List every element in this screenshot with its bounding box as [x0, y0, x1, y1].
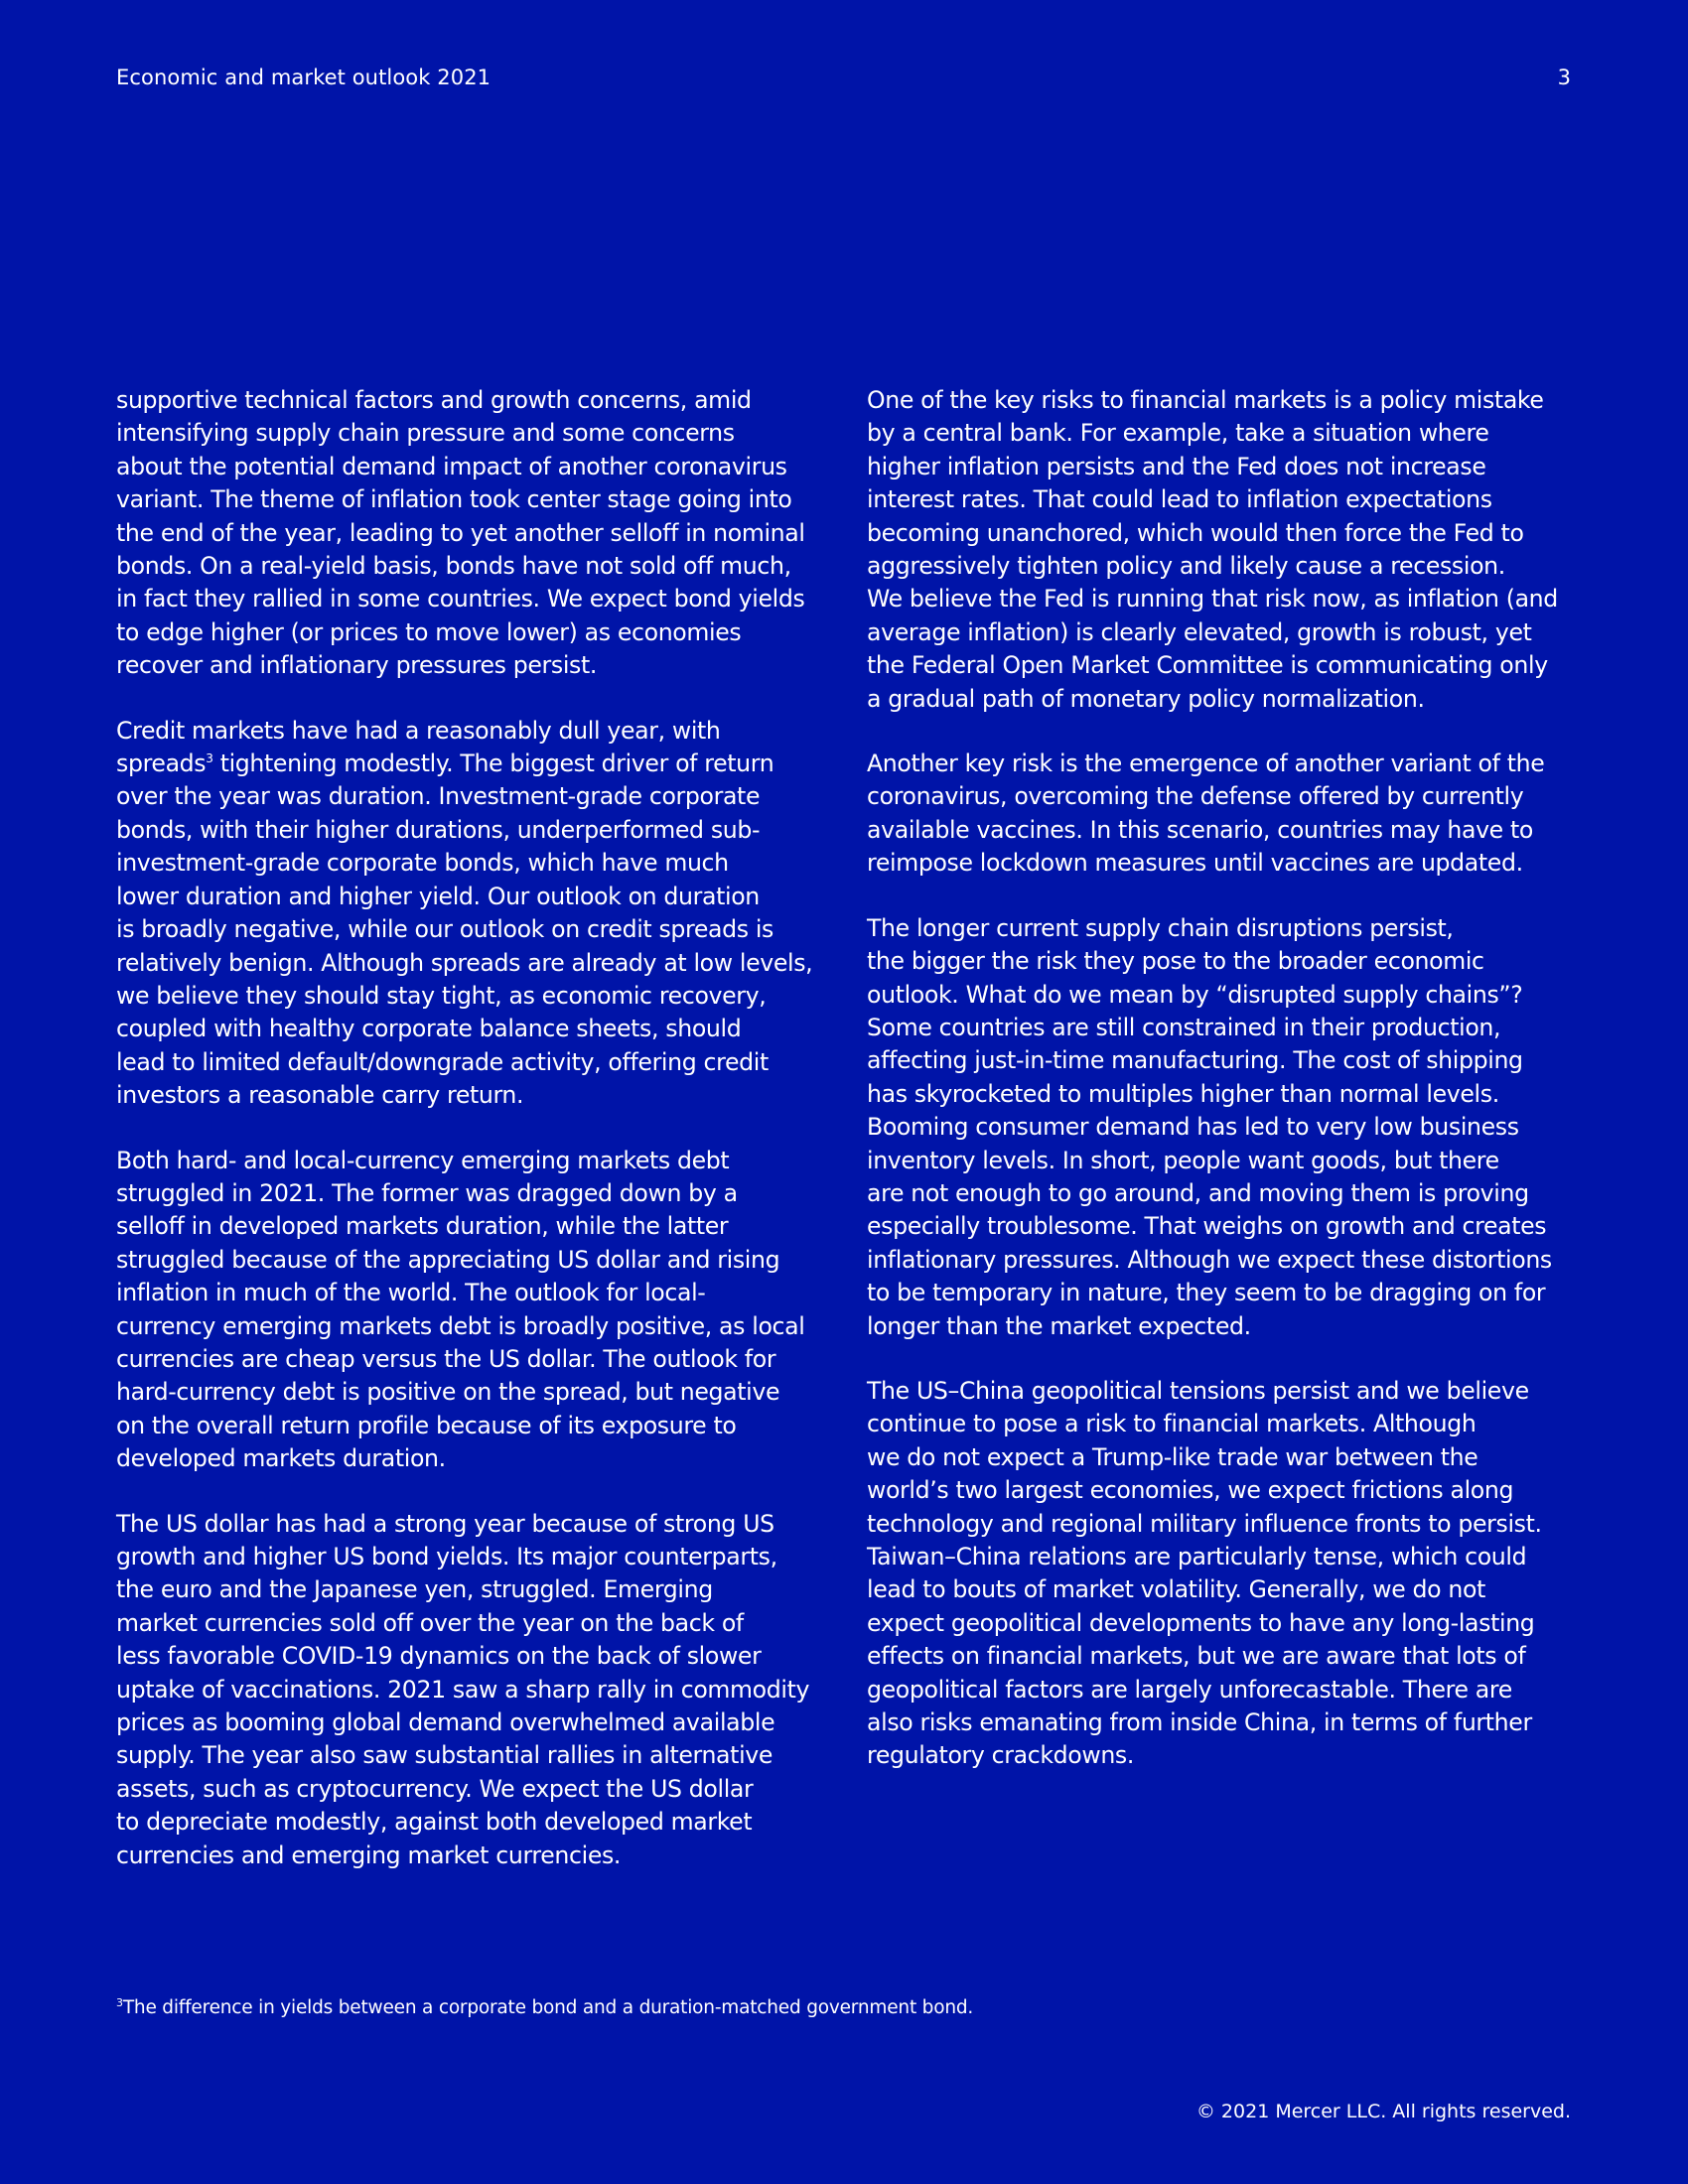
text-line: is broadly negative, while our outlook on credit spreads is	[116, 915, 774, 944]
right-column	[867, 384, 1582, 1805]
text-line: The US–China geopolitical tensions persist and we believe	[867, 1376, 1529, 1405]
text-line: currency emerging markets debt is broadly positive, as local	[116, 1311, 805, 1340]
text-line: currencies are cheap versus the US dollar. The outlook for	[116, 1344, 776, 1373]
text-line: regulatory crackdowns.	[867, 1741, 1135, 1770]
text-line: becoming unanchored, which would then force the Fed to	[867, 518, 1524, 547]
text-line: effects on financial markets, but we are aware that lots of	[867, 1642, 1526, 1671]
text-line: bonds, with their higher durations, underperformed sub-	[116, 815, 761, 844]
copyright-notice: © 2021 Mercer LLC. All rights reserved.	[1196, 2101, 1571, 2122]
text-line: outlook. What do we mean by “disrupted supply chains”?	[867, 980, 1523, 1009]
text-line-with-footnote	[116, 748, 833, 780]
text-line: in fact they rallied in some countries. We expect bond yields	[116, 585, 805, 614]
text-line: to be temporary in nature, they seem to be dragging on for	[867, 1279, 1546, 1307]
paragraph-us-dollar	[116, 1508, 833, 1872]
paragraph-policy-mistake	[867, 384, 1582, 716]
text-line: selloff in developed markets duration, while the latter	[116, 1212, 729, 1241]
footnote	[116, 1997, 973, 2018]
line-rest: tightening modestly. The biggest driver of return	[212, 750, 774, 778]
paragraph-bond-yields	[116, 384, 833, 683]
text-line: The longer current supply chain disruptions persist,	[867, 913, 1454, 942]
text-line: the end of the year, leading to yet another selloff in nominal	[116, 518, 805, 547]
text-line: coronavirus, overcoming the defense offered by currently	[867, 782, 1524, 811]
text-line: uptake of vaccinations. 2021 saw a sharp rally in commodity	[116, 1675, 810, 1704]
text-line: aggressively tighten policy and likely cause a recession.	[867, 552, 1505, 581]
text-line: lead to limited default/downgrade activity, offering credit	[116, 1047, 769, 1076]
text-line: supportive technical factors and growth concerns, amid	[116, 386, 752, 414]
text-line: inflation in much of the world. The outlook for local-	[116, 1279, 706, 1307]
text-line: Some countries are still constrained in their production,	[867, 1013, 1501, 1041]
text-line: We believe the Fed is running that risk now, as inflation (and	[867, 585, 1558, 614]
text-line: market currencies sold off over the year on the back of	[116, 1608, 744, 1637]
text-line: coupled with healthy corporate balance sheets, should	[116, 1015, 742, 1043]
text-line: average inflation) is clearly elevated, growth is robust, yet	[867, 617, 1532, 646]
text-line: Another key risk is the emergence of another variant of the	[867, 750, 1545, 778]
paragraph-credit-markets	[116, 715, 833, 1113]
text-line: inventory levels. In short, people want goods, but there	[867, 1146, 1499, 1174]
text-line: the euro and the Japanese yen, struggled. Emerging	[116, 1575, 713, 1604]
text-line: expect geopolitical developments to have any long-lasting	[867, 1608, 1535, 1637]
text-line: geopolitical factors are largely unforecastable. There are	[867, 1675, 1512, 1704]
text-line: supply. The year also saw substantial rallies in alternative	[116, 1741, 774, 1770]
text-line: relatively benign. Although spreads are already at low levels,	[116, 948, 813, 977]
left-column	[116, 384, 833, 1904]
text-line: affecting just-in-time manufacturing. The cost of shipping	[867, 1046, 1523, 1075]
text-line: also risks emanating from inside China, in terms of further	[867, 1708, 1532, 1737]
text-line: continue to pose a risk to financial markets. Although	[867, 1410, 1477, 1438]
footnote-text: The difference in yields between a corporate bond and a duration-matched government bond.	[122, 1997, 974, 2018]
text-line: bonds. On a real-yield basis, bonds have not sold off much,	[116, 552, 791, 581]
text-line: higher inflation persists and the Fed does not increase	[867, 452, 1486, 480]
text-line: especially troublesome. That weighs on growth and creates	[867, 1212, 1547, 1241]
text-line: struggled because of the appreciating US dollar and rising	[116, 1245, 780, 1274]
text-line: developed markets duration.	[116, 1444, 446, 1473]
text-line: we do not expect a Trump-like trade war between the	[867, 1442, 1478, 1471]
text-line: One of the key risks to financial markets is a policy mistake	[867, 386, 1544, 414]
text-line: The US dollar has had a strong year because of strong US	[116, 1509, 774, 1538]
text-line: by a central bank. For example, take a situation where	[867, 419, 1489, 448]
text-line: investment-grade corporate bonds, which have much	[116, 849, 729, 878]
text-line: the Federal Open Market Committee is communicating only	[867, 651, 1548, 680]
text-line: currencies and emerging market currencies.	[116, 1841, 622, 1869]
text-line: less favorable COVID-19 dynamics on the back of slower	[116, 1642, 762, 1671]
text-line: over the year was duration. Investment-grade corporate	[116, 782, 761, 811]
text-line: intensifying supply chain pressure and some concerns	[116, 419, 735, 448]
text-line: Both hard- and local-currency emerging markets debt	[116, 1146, 730, 1174]
text-line: hard-currency debt is positive on the spread, but negative	[116, 1378, 780, 1407]
text-line: Credit markets have had a reasonably dull year, with	[116, 716, 721, 745]
paragraph-supply-chain	[867, 912, 1582, 1343]
spreads-word: spreads	[116, 750, 207, 778]
text-line: technology and regional military influence fronts to persist.	[867, 1509, 1542, 1538]
text-line: are not enough to go around, and moving them is proving	[867, 1178, 1529, 1207]
text-line: recover and inflationary pressures persist.	[116, 651, 598, 680]
text-line: Taiwan–China relations are particularly tense, which could	[867, 1543, 1527, 1570]
text-line: available vaccines. In this scenario, countries may have to	[867, 815, 1533, 844]
text-line: struggled in 2021. The former was dragged down by a	[116, 1178, 738, 1207]
text-line: the bigger the risk they pose to the broader economic	[867, 947, 1484, 976]
text-line: growth and higher US bond yields. Its major counterparts,	[116, 1543, 777, 1570]
text-line: longer than the market expected.	[867, 1311, 1251, 1340]
text-line: assets, such as cryptocurrency. We expect the US dollar	[116, 1774, 754, 1803]
footnote-reference[interactable]: 3	[206, 751, 213, 766]
paragraph-geopolitical-tensions	[867, 1375, 1582, 1773]
document-title: Economic and market outlook 2021	[116, 66, 492, 89]
text-line: prices as booming global demand overwhelmed available	[116, 1708, 775, 1737]
paragraph-emerging-markets-debt	[116, 1145, 833, 1476]
text-line: Booming consumer demand has led to very low business	[867, 1113, 1519, 1142]
text-line: interest rates. That could lead to inflation expectations	[867, 485, 1492, 514]
text-line: inflationary pressures. Although we expect these distortions	[867, 1245, 1552, 1274]
text-line: world’s two largest economies, we expect frictions along	[867, 1476, 1514, 1505]
text-line: lead to bouts of market volatility. Generally, we do not	[867, 1575, 1486, 1604]
text-line: we believe they should stay tight, as economic recovery,	[116, 981, 767, 1010]
footnote-marker: 3	[116, 1995, 123, 2009]
text-line: to depreciate modestly, against both developed market	[116, 1808, 753, 1837]
text-line: has skyrocketed to multiples higher than normal levels.	[867, 1079, 1499, 1108]
text-line: reimpose lockdown measures until vaccines are updated.	[867, 849, 1523, 878]
text-line: variant. The theme of inflation took center stage going into	[116, 485, 792, 514]
page-number: 3	[1557, 66, 1571, 89]
paragraph-coronavirus-variant	[867, 748, 1582, 881]
text-line: to edge higher (or prices to move lower) as economies	[116, 617, 742, 646]
text-line: lower duration and higher yield. Our outlook on duration	[116, 882, 760, 910]
text-line: about the potential demand impact of another coronavirus	[116, 452, 787, 480]
text-line: a gradual path of monetary policy normalization.	[867, 684, 1425, 713]
text-line: investors a reasonable carry return.	[116, 1081, 524, 1110]
text-line: on the overall return profile because of its exposure to	[116, 1411, 737, 1439]
